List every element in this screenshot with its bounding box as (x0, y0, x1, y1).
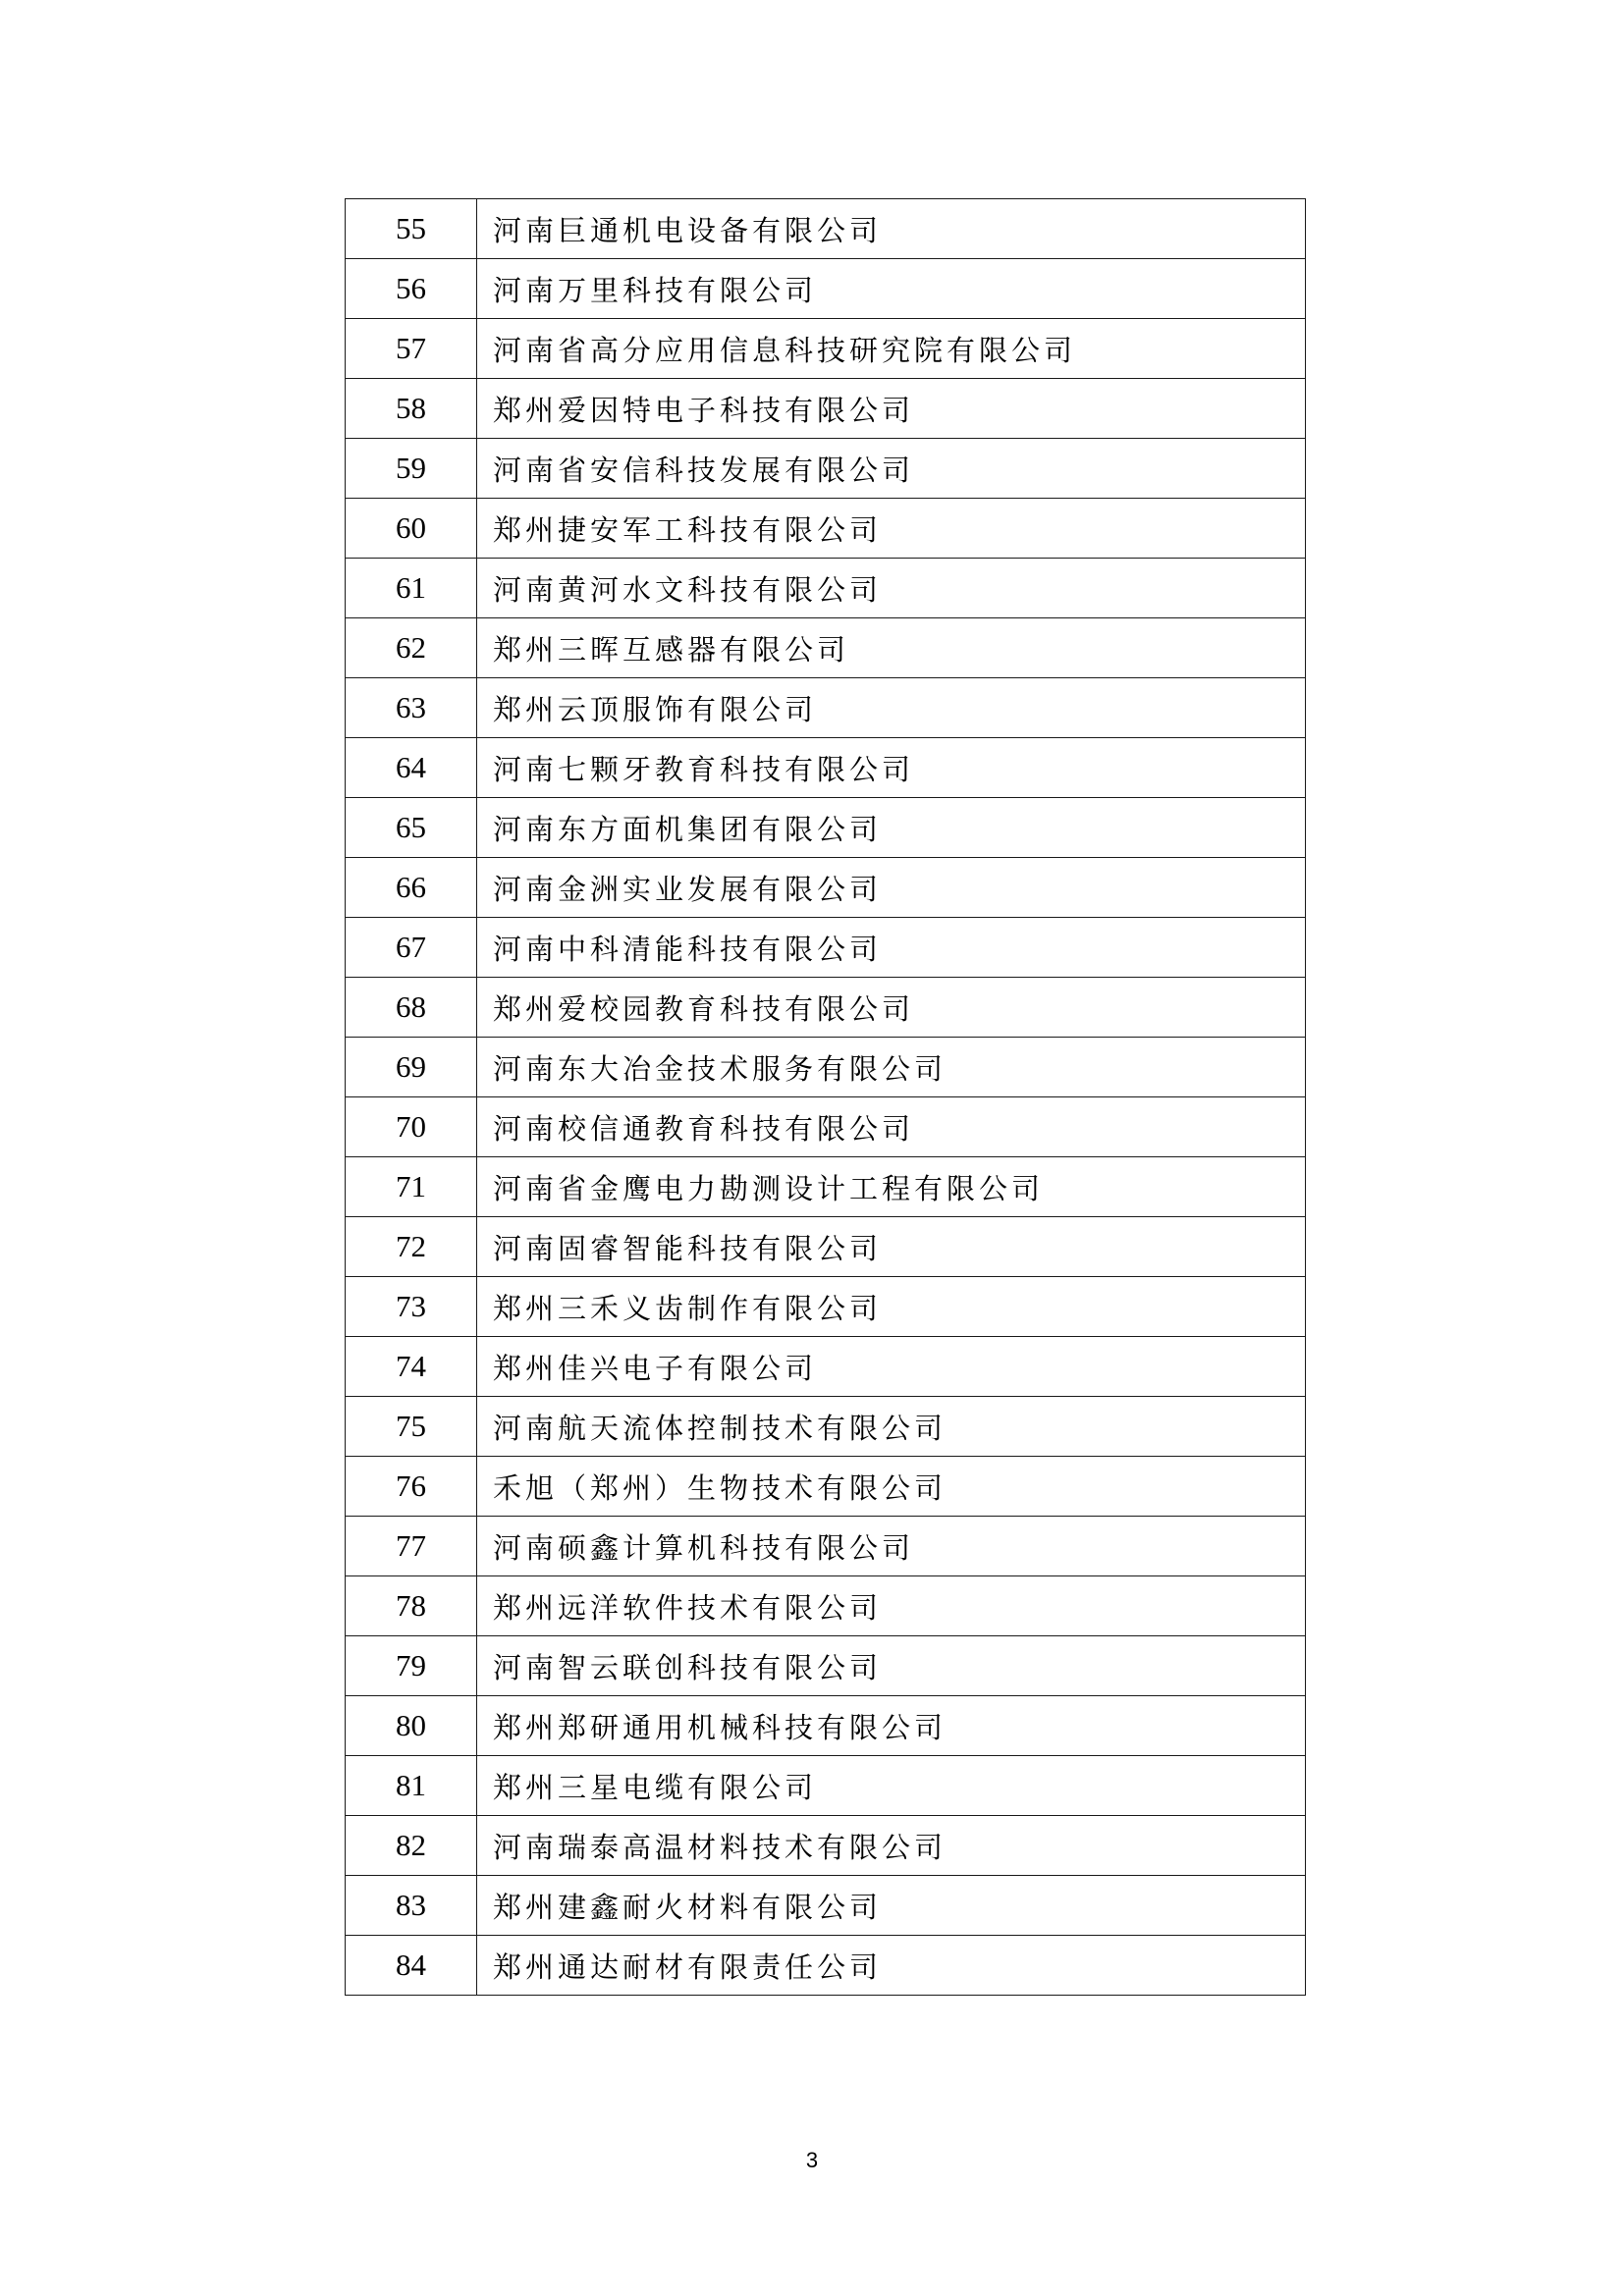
row-number: 72 (346, 1217, 477, 1277)
company-name: 郑州三禾义齿制作有限公司 (477, 1277, 1306, 1337)
table-row (346, 978, 1306, 1038)
company-name: 河南瑞泰高温材料技术有限公司 (477, 1816, 1306, 1876)
row-number: 67 (346, 918, 477, 978)
table-row (346, 1517, 1306, 1576)
row-number: 76 (346, 1457, 477, 1517)
table-row (346, 1457, 1306, 1517)
table-row (346, 499, 1306, 559)
row-number: 74 (346, 1337, 477, 1397)
company-name: 禾旭（郑州）生物技术有限公司 (477, 1457, 1306, 1517)
company-name: 河南校信通教育科技有限公司 (477, 1097, 1306, 1157)
table-row (346, 1097, 1306, 1157)
company-name: 郑州郑研通用机械科技有限公司 (477, 1696, 1306, 1756)
row-number: 81 (346, 1756, 477, 1816)
table-row (346, 1696, 1306, 1756)
row-number: 79 (346, 1636, 477, 1696)
row-number: 71 (346, 1157, 477, 1217)
row-number: 61 (346, 559, 477, 618)
table-row (346, 319, 1306, 379)
company-list-table (345, 198, 1306, 1996)
row-number: 84 (346, 1936, 477, 1996)
table-row (346, 439, 1306, 499)
company-name: 河南金洲实业发展有限公司 (477, 858, 1306, 918)
company-name: 河南中科清能科技有限公司 (477, 918, 1306, 978)
company-name: 河南东大冶金技术服务有限公司 (477, 1038, 1306, 1097)
table-row (346, 738, 1306, 798)
company-name: 河南固睿智能科技有限公司 (477, 1217, 1306, 1277)
table-row (346, 199, 1306, 259)
table-row (346, 559, 1306, 618)
table-row (346, 1636, 1306, 1696)
row-number: 58 (346, 379, 477, 439)
row-number: 68 (346, 978, 477, 1038)
table-row (346, 798, 1306, 858)
row-number: 73 (346, 1277, 477, 1337)
company-name: 郑州通达耐材有限责任公司 (477, 1936, 1306, 1996)
company-name: 河南东方面机集团有限公司 (477, 798, 1306, 858)
table-row (346, 1397, 1306, 1457)
company-name: 郑州爱校园教育科技有限公司 (477, 978, 1306, 1038)
company-name: 河南巨通机电设备有限公司 (477, 199, 1306, 259)
company-name: 河南硕鑫计算机科技有限公司 (477, 1517, 1306, 1576)
row-number: 56 (346, 259, 477, 319)
row-number: 57 (346, 319, 477, 379)
row-number: 59 (346, 439, 477, 499)
company-name: 郑州建鑫耐火材料有限公司 (477, 1876, 1306, 1936)
row-number: 82 (346, 1816, 477, 1876)
company-name: 郑州云顶服饰有限公司 (477, 678, 1306, 738)
company-name: 郑州捷安军工科技有限公司 (477, 499, 1306, 559)
company-name: 河南省高分应用信息科技研究院有限公司 (477, 319, 1306, 379)
company-name: 河南黄河水文科技有限公司 (477, 559, 1306, 618)
table-row (346, 678, 1306, 738)
table-row (346, 1038, 1306, 1097)
row-number: 55 (346, 199, 477, 259)
table-row (346, 618, 1306, 678)
table-row (346, 1756, 1306, 1816)
row-number: 75 (346, 1397, 477, 1457)
row-number: 78 (346, 1576, 477, 1636)
table-row (346, 1936, 1306, 1996)
row-number: 69 (346, 1038, 477, 1097)
row-number: 63 (346, 678, 477, 738)
company-name: 郑州佳兴电子有限公司 (477, 1337, 1306, 1397)
table-row (346, 1576, 1306, 1636)
table-row (346, 1217, 1306, 1277)
row-number: 70 (346, 1097, 477, 1157)
table-row (346, 1277, 1306, 1337)
company-name: 河南七颗牙教育科技有限公司 (477, 738, 1306, 798)
company-name: 郑州爱因特电子科技有限公司 (477, 379, 1306, 439)
table-row (346, 918, 1306, 978)
page-number: 3 (805, 2148, 819, 2172)
row-number: 60 (346, 499, 477, 559)
table-row (346, 1876, 1306, 1936)
table-body (346, 199, 1306, 1996)
row-number: 65 (346, 798, 477, 858)
row-number: 64 (346, 738, 477, 798)
table-row (346, 379, 1306, 439)
row-number: 80 (346, 1696, 477, 1756)
company-name: 郑州三星电缆有限公司 (477, 1756, 1306, 1816)
row-number: 77 (346, 1517, 477, 1576)
company-name: 河南航天流体控制技术有限公司 (477, 1397, 1306, 1457)
table-row (346, 1337, 1306, 1397)
company-name: 郑州远洋软件技术有限公司 (477, 1576, 1306, 1636)
company-name: 河南万里科技有限公司 (477, 259, 1306, 319)
row-number: 62 (346, 618, 477, 678)
company-name: 河南省安信科技发展有限公司 (477, 439, 1306, 499)
row-number: 83 (346, 1876, 477, 1936)
table-row (346, 858, 1306, 918)
company-name: 河南省金鹰电力勘测设计工程有限公司 (477, 1157, 1306, 1217)
company-name: 河南智云联创科技有限公司 (477, 1636, 1306, 1696)
table-row (346, 1157, 1306, 1217)
table-row (346, 1816, 1306, 1876)
table-row (346, 259, 1306, 319)
company-name: 郑州三晖互感器有限公司 (477, 618, 1306, 678)
row-number: 66 (346, 858, 477, 918)
